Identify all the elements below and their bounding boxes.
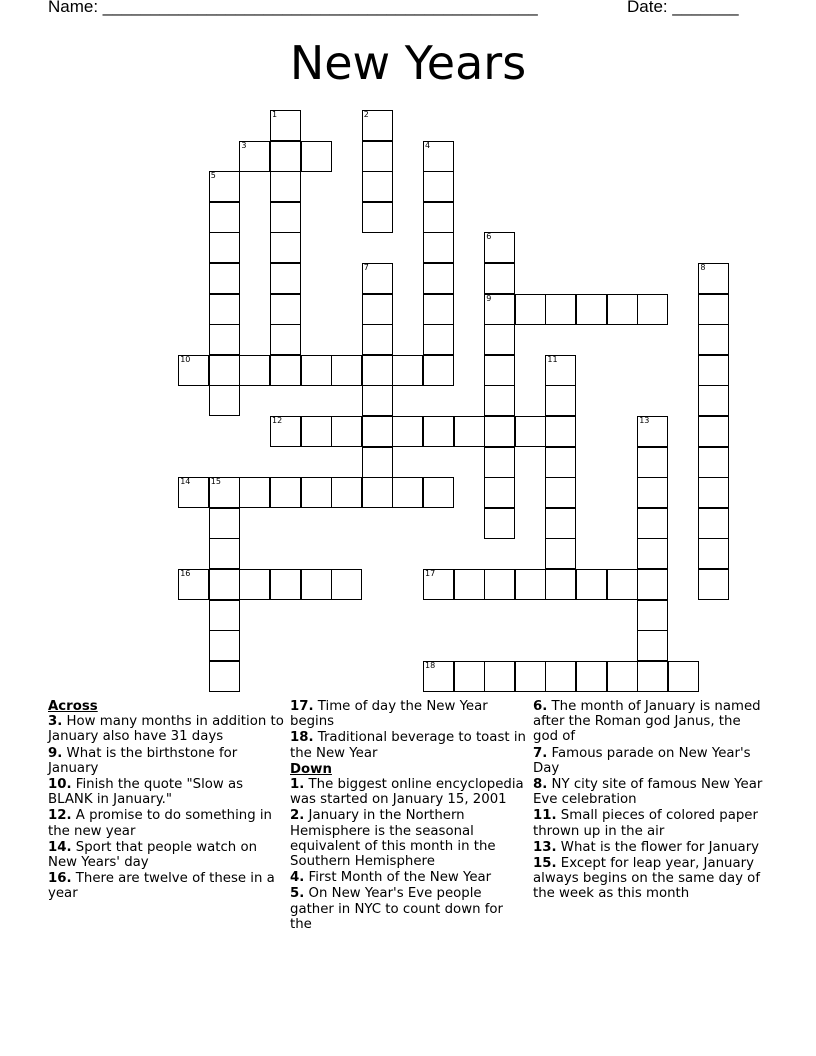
grid-cell[interactable] [545,355,576,386]
clue-down-2: 2. January in the Northern Hemisphere is the seasonal equivalent of this month in the Southern Hemisphere [290,808,496,870]
grid-cell[interactable] [423,416,454,447]
clue-down-5: 5. On New Year's Eve people gather in NYC to count down for the [290,886,504,932]
grid-cell[interactable] [484,263,515,294]
cell-number: 14 [180,477,191,487]
grid-cell[interactable] [362,263,393,294]
grid-cell[interactable] [270,263,301,294]
grid-cell[interactable] [362,355,393,386]
grid-cell[interactable] [637,600,668,631]
date-field-label: Date: _______ [627,0,739,16]
grid-cell[interactable] [362,110,393,141]
grid-cell[interactable] [239,477,270,508]
grid-cell[interactable] [637,538,668,569]
grid-cell[interactable] [637,569,668,600]
grid-cell[interactable] [545,538,576,569]
grid-cell[interactable] [545,385,576,416]
grid-cell[interactable] [362,447,393,478]
grid-cell[interactable] [423,171,454,202]
grid-cell[interactable] [637,630,668,661]
grid-cell[interactable] [637,416,668,447]
clue-down-4: 4. First Month of the New Year [290,870,492,886]
grid-cell[interactable] [515,416,546,447]
grid-cell[interactable] [270,569,301,600]
clue-across-14: 14. Sport that people watch on New Years' day [48,839,258,871]
cell-number: 17 [425,569,436,578]
grid-cell[interactable] [331,569,362,600]
grid-cell[interactable] [484,569,515,600]
clues-column-2 [290,699,526,933]
grid-cell[interactable] [270,477,301,508]
grid-cell[interactable] [607,661,638,692]
grid-cell[interactable] [423,477,454,508]
grid-cell[interactable] [698,477,729,508]
grid-cell[interactable] [209,171,240,202]
grid-cell[interactable] [331,355,362,386]
clue-across-12: 12. A promise to do something in the new year [48,808,272,839]
clue-across-9: 9. What is the birthstone for January [48,745,238,776]
grid-cell[interactable] [301,355,332,386]
grid-cell[interactable] [392,477,423,508]
cell-number: 16 [180,569,191,578]
grid-cell[interactable] [515,294,546,325]
clue-across-18: 18. Traditional beverage to toast in the New Year [290,730,526,761]
clue-down-15: 15. Except for leap year, January always begins on the same day of the week as this month [533,856,761,902]
grid-cell[interactable] [576,661,607,692]
grid-cell[interactable] [423,324,454,355]
grid-cell[interactable] [637,661,668,692]
grid-cell[interactable] [484,661,515,692]
grid-cell[interactable] [301,477,332,508]
cell-number: 7 [363,263,369,272]
grid-cell[interactable] [209,263,240,294]
cell-number: 9 [486,293,492,303]
grid-cell[interactable] [484,477,515,508]
clue-across-3: 3. How many months in addition to January also have 31 days [48,714,284,745]
cell-number: 18 [425,660,436,670]
clue-down-1: 1. The biggest online encyclopedia was started on January 15, 2001 [290,777,524,808]
grid-cell[interactable] [698,569,729,600]
grid-cell[interactable] [209,355,240,386]
grid-cell[interactable] [607,569,638,600]
grid-cell[interactable] [484,232,515,263]
grid-cell[interactable] [545,569,576,600]
clue-across-16: 16. There are twelve of these in a year [48,871,275,902]
grid-cell[interactable] [545,294,576,325]
grid-cell[interactable] [698,294,729,325]
grid-cell[interactable] [270,110,301,141]
grid-cell[interactable] [301,569,332,600]
grid-cell[interactable] [239,355,270,386]
grid-cell[interactable] [423,263,454,294]
grid-cell[interactable] [209,294,240,325]
clue-across-10: 10. Finish the quote "Slow as BLANK in January." [48,777,244,808]
cell-number: 3 [241,140,247,150]
grid-cell[interactable] [484,508,515,539]
cell-number: 2 [363,110,369,119]
grid-cell[interactable] [576,294,607,325]
cell-number: 11 [547,354,558,364]
grid-cell[interactable] [209,569,240,600]
cell-number: 12 [272,416,283,425]
grid-cell[interactable] [423,661,454,692]
grid-cell[interactable] [545,661,576,692]
grid-cell[interactable] [209,385,240,416]
grid-cell[interactable] [515,569,546,600]
cell-number: 6 [486,232,492,242]
grid-cell[interactable] [270,141,301,172]
grid-cell[interactable] [270,416,301,447]
cell-number: 4 [425,140,431,150]
cell-number: 15 [210,477,221,487]
clue-across-17: 17. Time of day the New Year begins [290,699,488,730]
grid-cell[interactable] [484,416,515,447]
grid-cell[interactable] [454,416,485,447]
clue-down-11: 11. Small pieces of colored paper thrown up in the air [533,808,758,839]
grid-cell[interactable] [209,661,240,692]
grid-cell[interactable] [209,202,240,233]
cell-number: 1 [272,110,278,119]
grid-cell[interactable] [576,569,607,600]
grid-cell[interactable] [178,355,209,386]
grid-cell[interactable] [362,141,393,172]
clue-down-13: 13. What is the flower for January [533,839,760,855]
grid-cell[interactable] [637,477,668,508]
grid-cell[interactable] [484,447,515,478]
grid-cell[interactable] [545,508,576,539]
grid-cell[interactable] [239,141,270,172]
grid-cell[interactable] [239,569,270,600]
grid-cell[interactable] [392,416,423,447]
grid-cell[interactable] [423,294,454,325]
grid-cell[interactable] [209,324,240,355]
grid-cell[interactable] [362,324,393,355]
grid-cell[interactable] [637,294,668,325]
grid-cell[interactable] [545,447,576,478]
grid-cell[interactable] [178,569,209,600]
grid-cell[interactable] [301,416,332,447]
grid-cell[interactable] [209,630,240,661]
cell-number: 13 [639,416,650,425]
grid-cell[interactable] [362,385,393,416]
grid-cell[interactable] [362,416,393,447]
grid-cell[interactable] [698,447,729,478]
down-heading: Down [290,761,332,777]
clue-down-8: 8. NY city site of famous New Year Eve celebration [533,777,763,808]
grid-cell[interactable] [423,569,454,600]
grid-cell[interactable] [545,416,576,447]
grid-cell[interactable] [331,477,362,508]
cell-number: 5 [210,171,216,181]
grid-cell[interactable] [362,294,393,325]
grid-cell[interactable] [454,661,485,692]
grid-cell[interactable] [484,355,515,386]
grid-cell[interactable] [209,477,240,508]
grid-cell[interactable] [270,171,301,202]
name-field-label: Name: ______________________________________________ [48,0,538,16]
clues-column-3 [533,699,769,903]
grid-cell[interactable] [545,477,576,508]
grid-cell[interactable] [698,416,729,447]
grid-cell[interactable] [698,324,729,355]
grid-cell[interactable] [698,508,729,539]
grid-cell[interactable] [362,202,393,233]
clues-column-1 [48,699,284,903]
grid-cell[interactable] [270,232,301,263]
cell-number: 8 [700,263,706,272]
grid-cell[interactable] [362,477,393,508]
grid-cell[interactable] [209,508,240,539]
grid-cell[interactable] [423,202,454,233]
grid-cell[interactable] [637,508,668,539]
grid-cell[interactable] [698,263,729,294]
grid-cell[interactable] [423,232,454,263]
grid-cell[interactable] [178,477,209,508]
grid-cell[interactable] [209,232,240,263]
grid-cell[interactable] [423,355,454,386]
grid-cell[interactable] [331,416,362,447]
grid-cell[interactable] [270,294,301,325]
grid-cell[interactable] [423,141,454,172]
grid-cell[interactable] [362,171,393,202]
clue-down-6: 6. The month of January is named after the Roman god Janus, the god of [533,699,761,745]
grid-cell[interactable] [270,324,301,355]
grid-cell[interactable] [637,447,668,478]
grid-cell[interactable] [209,538,240,569]
grid-cell[interactable] [484,385,515,416]
page-title: New Years [289,36,527,90]
cell-number: 10 [180,354,191,364]
grid-cell[interactable] [301,141,332,172]
grid-cell[interactable] [668,661,699,692]
grid-cell[interactable] [607,294,638,325]
clue-down-7: 7. Famous parade on New Year's Day [533,745,751,776]
grid-cell[interactable] [454,569,485,600]
grid-cell[interactable] [270,202,301,233]
grid-cell[interactable] [698,385,729,416]
grid-cell[interactable] [515,661,546,692]
grid-cell[interactable] [392,355,423,386]
grid-cell[interactable] [484,294,515,325]
across-heading: Across [48,699,98,714]
grid-cell[interactable] [209,600,240,631]
grid-cell[interactable] [270,355,301,386]
grid-cell[interactable] [484,324,515,355]
grid-cell[interactable] [698,538,729,569]
grid-cell[interactable] [698,355,729,386]
